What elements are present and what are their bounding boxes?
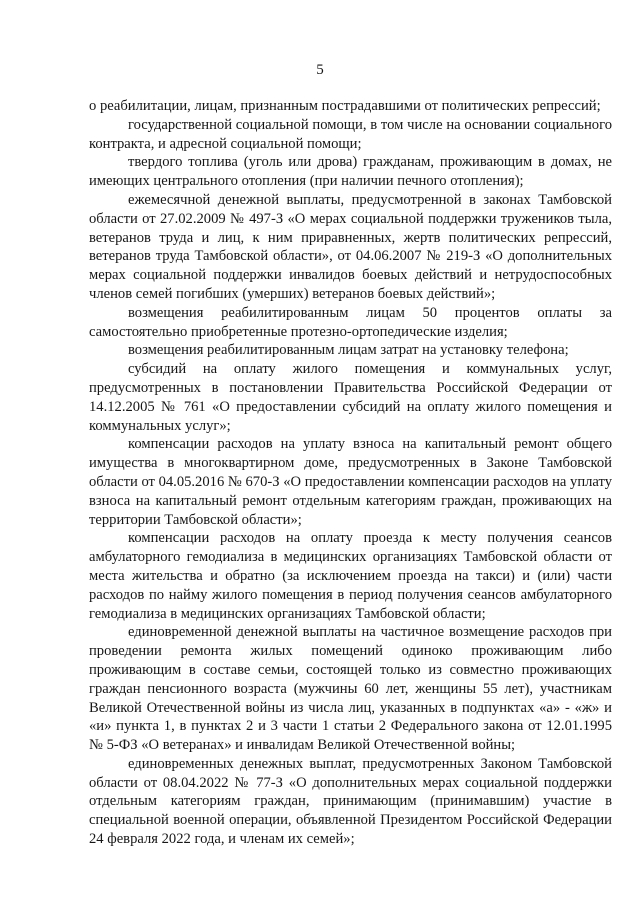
paragraph-svo-payments: единовременных денежных выплат, предусмотренных Законом Тамбовской области от 08.04.2022 № 77-З «О дополнительных мерах социальной поддержки отдельным категориям граждан, принимающим (принимавшим) участие в специальной военной операции, объявленной Президентом Российской Федерации 24 февраля 2022 года, и членам их семей»; (89, 755, 612, 848)
paragraph-capital-repair-compensation: компенсации расходов на уплату взноса на капитальный ремонт общего имущества в многоквартирном доме, предусмотренных в Законе Тамбовской области от 04.05.2016 № 670-З «О предоставлении компенсации расходов на уплату взноса на капитальный ремонт отдельным категориям граждан, проживающих на территории Тамбовской области»; (89, 436, 612, 528)
paragraph-housing-subsidies: субсидий на оплату жилого помещения и коммунальных услуг, предусмотренных в постановлении Правительства Российской Федерации от 14.12.2005 № 761 «О предоставлении субсидий на оплату жилого помещения и коммунальных услуг»; (89, 361, 612, 434)
paragraph-hemodialysis-travel: компенсации расходов на оплату проезда к месту получения сеансов амбулаторного гемодиализа в медицинских организациях Тамбовской области от места жительства и обратно (за исключением проезда на такси) и (или) части расходов по найму жилого помещения в период получения сеансов амбулаторного гемодиализа в медицинских организациях Тамбовской области; (89, 530, 612, 622)
paragraph-prosthetics-reimbursement: возмещения реабилитированным лицам 50 процентов оплаты за самостоятельно приобретенные протезно-ортопедические изделия; (89, 304, 612, 340)
paragraph-telephone-reimbursement: возмещения реабилитированным лицам затрат на установку телефона; (128, 342, 569, 359)
paragraph-rehabilitation: о реабилитации, лицам, признанным пострадавшими от политических репрессий; (89, 98, 601, 114)
paragraph-monthly-payment: ежемесячной денежной выплаты, предусмотренной в законах Тамбовской области от 27.02.2009 № 497-З «О мерах социальной поддержки тружеников тыла, ветеранов труда и лиц, к ним приравненных, жертв политических репрессий, ветеранов труда Тамбовской области», от 04.06.2007 № 219-З «О дополнительных мерах социальной поддержки инвалидов боевых действий и нетрудоспособных членов семей погибших (умерших) ветеранов боевых действий»; (89, 191, 612, 302)
document-body (89, 97, 612, 849)
page-number: 5 (316, 62, 324, 78)
paragraph-solid-fuel: твердого топлива (уголь или дрова) гражданам, проживающим в домах, не имеющих центрального отопления (при наличии печного отопления); (89, 154, 612, 190)
paragraph-state-social-assistance: государственной социальной помощи, в том числе на основании социального контракта, и адресной социальной помощи; (89, 116, 612, 152)
paragraph-one-time-repair-payment: единовременной денежной выплаты на частичное возмещение расходов при проведении ремонта жилых помещений одиноко проживающим либо проживающим в составе семьи, состоящей только из совместно проживающих граждан пенсионного возраста (мужчины 60 лет, женщины 55 лет), участникам Великой Отечественной войны из числа лиц, указанных в подпунктах «а» - «ж» и «и» пункта 1, в пунктах 2 и 3 части 1 статьи 2 Федерального закона от 12.01.1995 № 5-ФЗ «О ветеранах» и инвалидам Великой Отечественной войны; (89, 624, 612, 754)
